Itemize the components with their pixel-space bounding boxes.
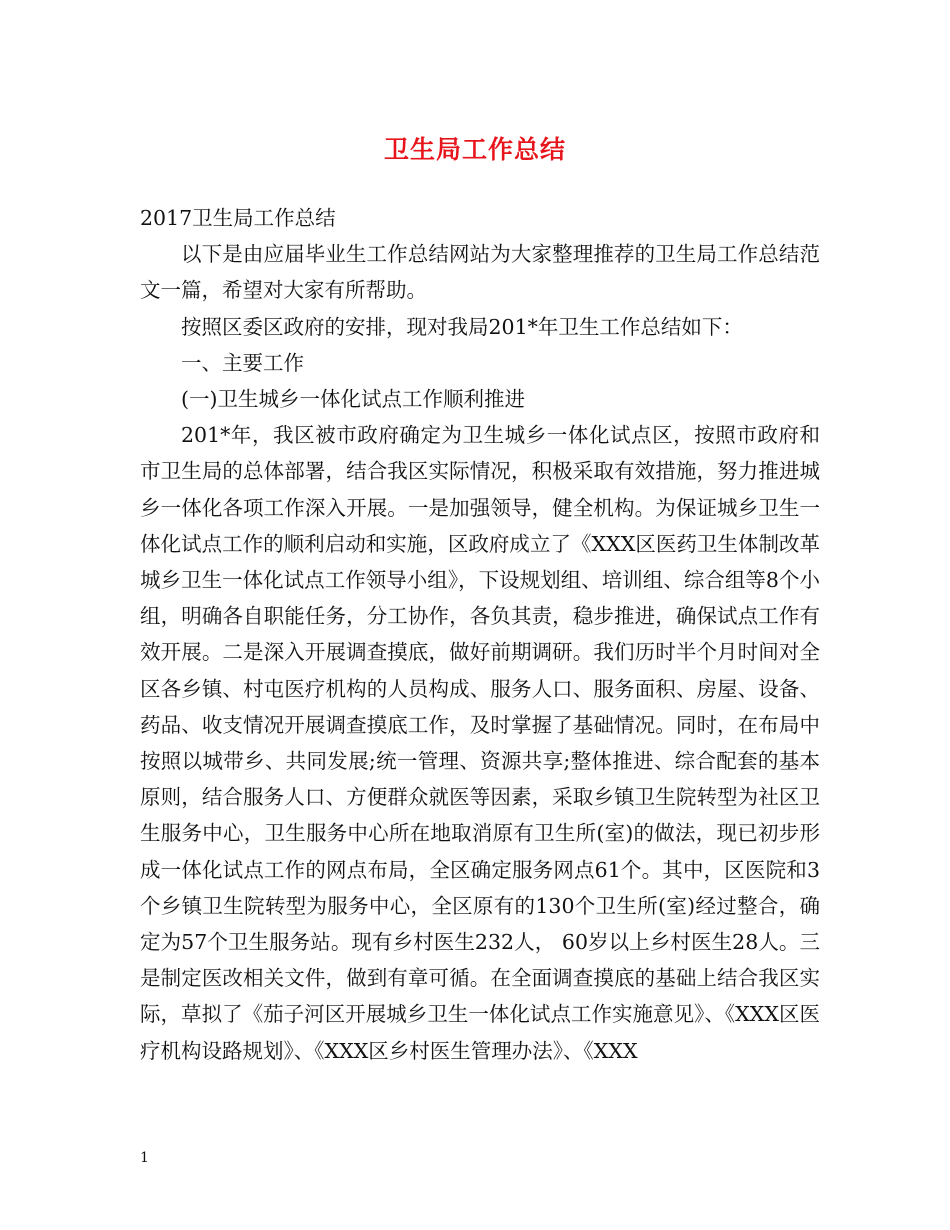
document-body (140, 200, 820, 1069)
document-subtitle: 2017卫生局工作总结 (140, 206, 336, 230)
subsection-heading-integration: (一)卫生城乡一体化试点工作顺利推进 (181, 387, 525, 412)
document-title: 卫生局工作总结 (383, 135, 566, 164)
paragraph-intro: 以下是由应届毕业生工作总结网站为大家整理推荐的卫生局工作总结范文一篇，希望对大家有所帮助。 (140, 242, 820, 303)
paragraph-summary-lead: 按照区委区政府的安排，现对我局201*年卫生工作总结如下： (181, 314, 743, 339)
page-number: 1 (140, 1150, 149, 1166)
section-heading-main-work: 一、主要工作 (181, 350, 304, 375)
paragraph-integration-details: 201*年，我区被市政府确定为卫生城乡一体化试点区，按照市政府和市卫生局的总体部署，结合我区实际情况，积极采取有效措施，努力推进城乡一体化各项工作深入开展。一是加强领导，健全机构。为保证城乡卫生一体化试点工作的顺利启动和实施，区政府成立了《XXX区医药卫生体制改革城乡卫生一体化试点工作领导小组》，下设规划组、培训组、综合组等8个小组，明确各自职能任务，分工协作，各负其责，稳步推进，确保试点工作有效开展。二是深入开展调查摸底，做好前期调研。我们历时半个月时间对全区各乡镇、村屯医疗机构的人员构成、服务人口、服务面积、房屋、设备、药品、收支情况开展调查摸底工作，及时掌握了基础情况。同时，在布局中按照以城带乡、共同发展;统一管理、资源共享;整体推进、综合配套的基本原则，结合服务人口、方便群众就医等因素，采取乡镇卫生院转型为社区卫生服务中心，卫生服务中心所在地取消原有卫生所(室)的做法，现已初步形成一体化试点工作的网点布局，全区确定服务网点61个。其中，区医院和3个乡镇卫生院转型为服务中心，全区原有的130个卫生所(室)经过整合，确定为57个卫生服务站。现有乡村医生232人， 60岁以上乡村医生28人。三是制定医改相关文件，做到有章可循。在全面调查摸底的基础上结合我区实际，草拟了《茄子河区开展城乡卫生一体化试点工作实施意见》、《XXX区医疗机构设路规划》、《XXX区乡村医生管理办法》、《XXX (140, 423, 820, 1063)
